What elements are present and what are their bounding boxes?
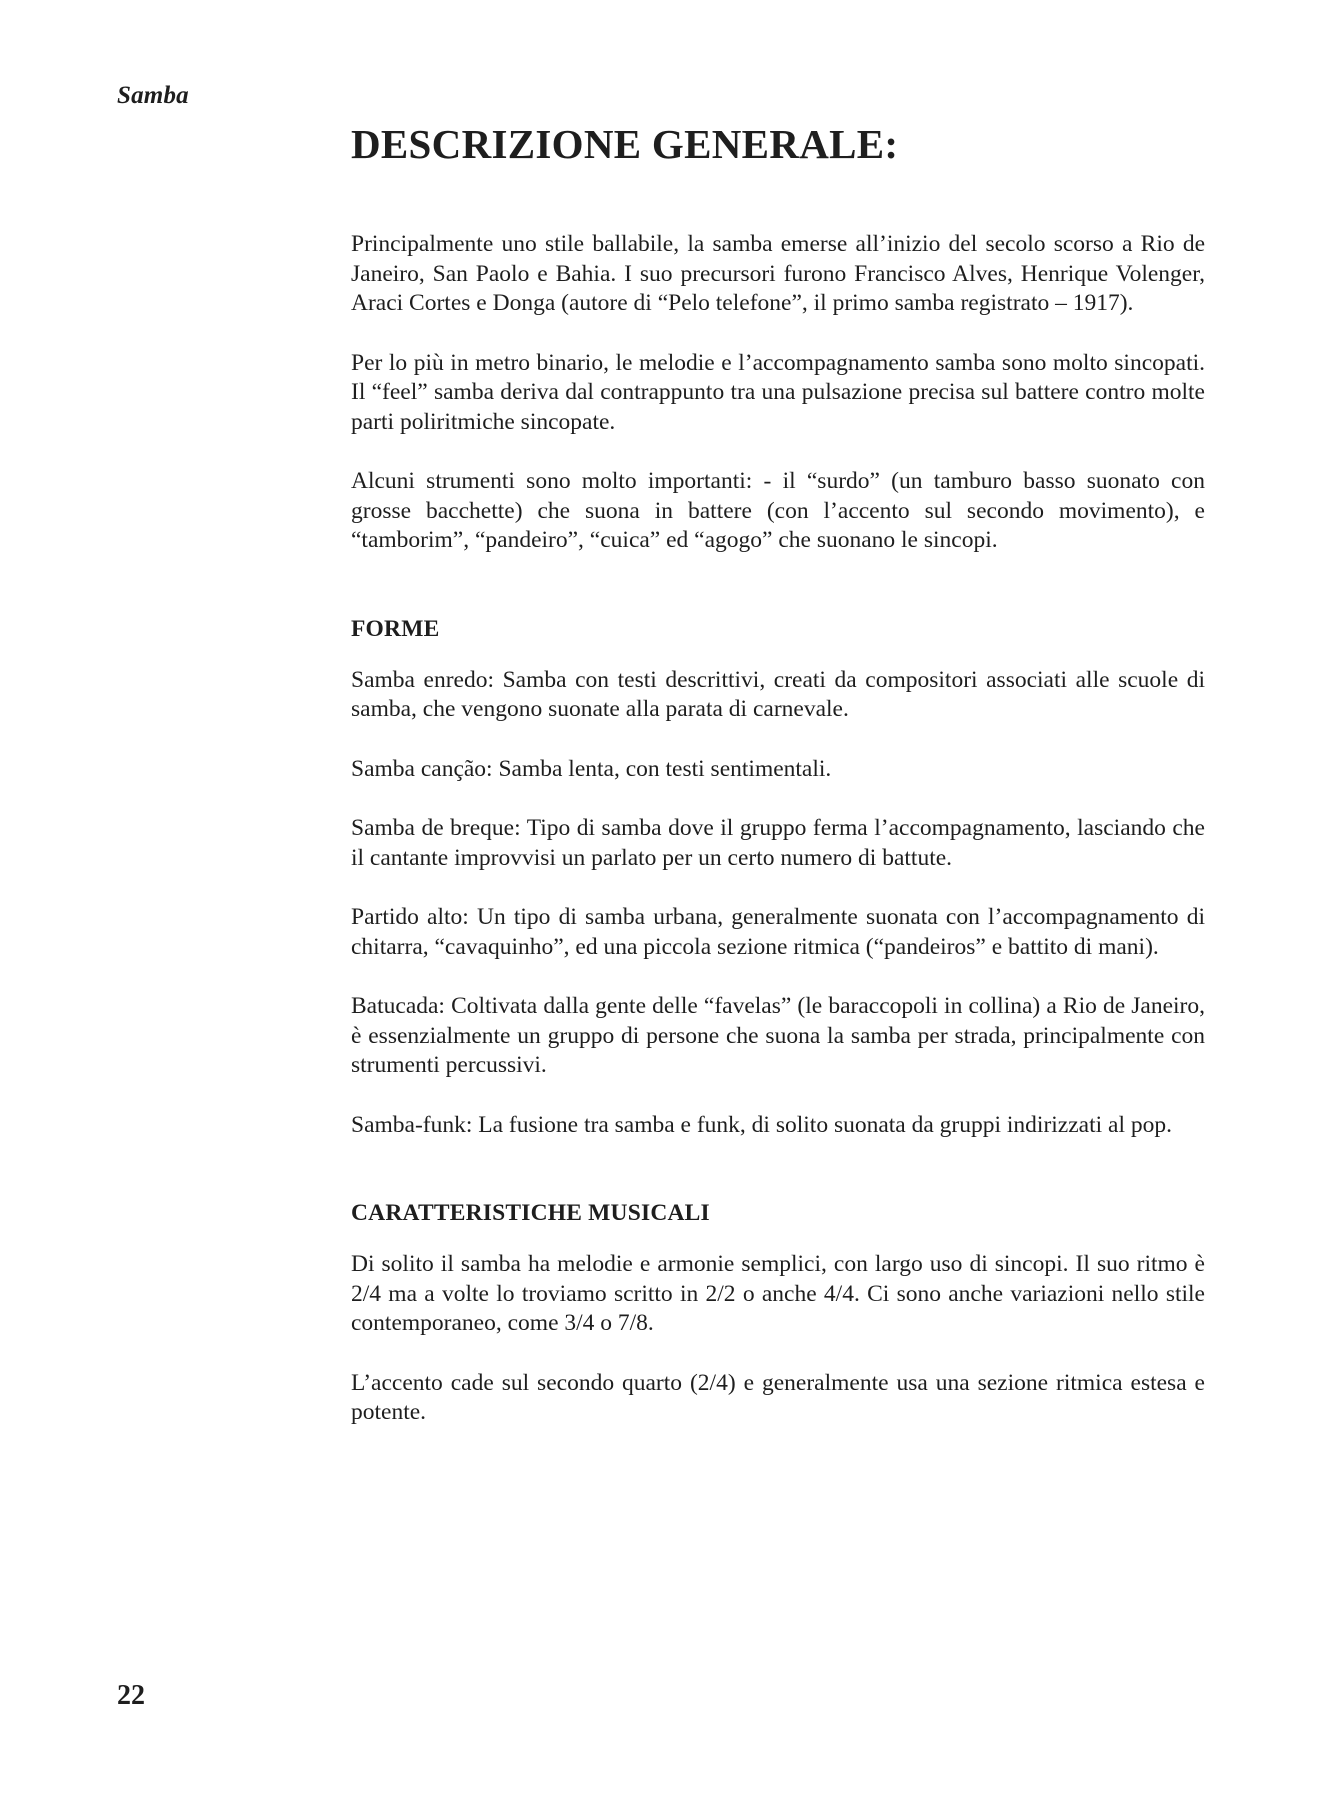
page-number: 22 xyxy=(117,1680,145,1711)
page-content xyxy=(351,118,1205,1458)
intro-paragraph: Per lo più in metro binario, le melodie e l’accompagnamento samba sono molto sincopati. Il “feel” samba deriva dal contrappunto tra una pulsazione precisa sul battere contro molte parti poliritmiche sincopate. xyxy=(351,349,1205,435)
intro-paragraph: Alcuni strumenti sono molto importanti: - il “surdo” (un tamburo basso suonato con grosse bacchette) che suona in battere (con l’accento sul secondo movimento), e “tamborim”, “pandeiro”, “cuica” ed “agogo” che suonano le sincopi. xyxy=(351,468,1205,553)
section-heading-caratteristiche: CARATTERISTICHE MUSICALI xyxy=(351,1200,710,1226)
forme-paragraph: Partido alto: Un tipo di samba urbana, generalmente suonata con l’accompagnamento di chitarra, “cavaquinho”, ed una piccola sezione ritmica (“pandeiros” e battito di mani). xyxy=(351,904,1205,960)
forme-paragraph: Samba enredo: Samba con testi descrittivi, creati da compositori associati alle scuole di samba, che vengono suonate alla parata di carnevale. xyxy=(351,666,1205,722)
running-head: Samba xyxy=(117,82,189,109)
intro-paragraph: Principalmente uno stile ballabile, la samba emerse all’inizio del secolo scorso a Rio de Janeiro, San Paolo e Bahia. I suo precursori furono Francisco Alves, Henrique Volenger, Araci Cortes e Donga (autore di “Pelo telefone”, il primo samba registrato – 1917). xyxy=(351,231,1205,316)
section-forme xyxy=(351,614,1205,1141)
caratteristiche-paragraph: Di solito il samba ha melodie e armonie semplici, con largo uso di sincopi. Il suo ritmo è 2/4 ma a volte lo troviamo scritto in 2/2 o anche 4/4. Ci sono anche variazioni nello stile contemporaneo, come 3/4 o 7/8. xyxy=(351,1251,1205,1336)
page-title: DESCRIZIONE GENERALE: xyxy=(351,121,899,167)
caratteristiche-paragraph: L’accento cade sul secondo quarto (2/4) e generalmente usa una sezione ritmica estesa e potente. xyxy=(351,1369,1205,1425)
forme-paragraph: Samba-funk: La fusione tra samba e funk, di solito suonata da gruppi indirizzati al pop. xyxy=(351,1111,1172,1138)
forme-paragraph: Batucada: Coltivata dalla gente delle “favelas” (le baraccopoli in collina) a Rio de Janeiro, è essenzialmente un gruppo di persone che suona la samba per strada, principalmente con strumenti percussivi. xyxy=(351,993,1205,1078)
section-heading-forme: FORME xyxy=(351,615,440,642)
section-caratteristiche xyxy=(351,1198,1205,1428)
forme-paragraph: Samba de breque: Tipo di samba dove il gruppo ferma l’accompagnamento, lasciando che il cantante improvvisi un parlato per un certo numero di battute. xyxy=(351,815,1205,871)
forme-paragraph: Samba canção: Samba lenta, con testi sentimentali. xyxy=(351,755,832,782)
